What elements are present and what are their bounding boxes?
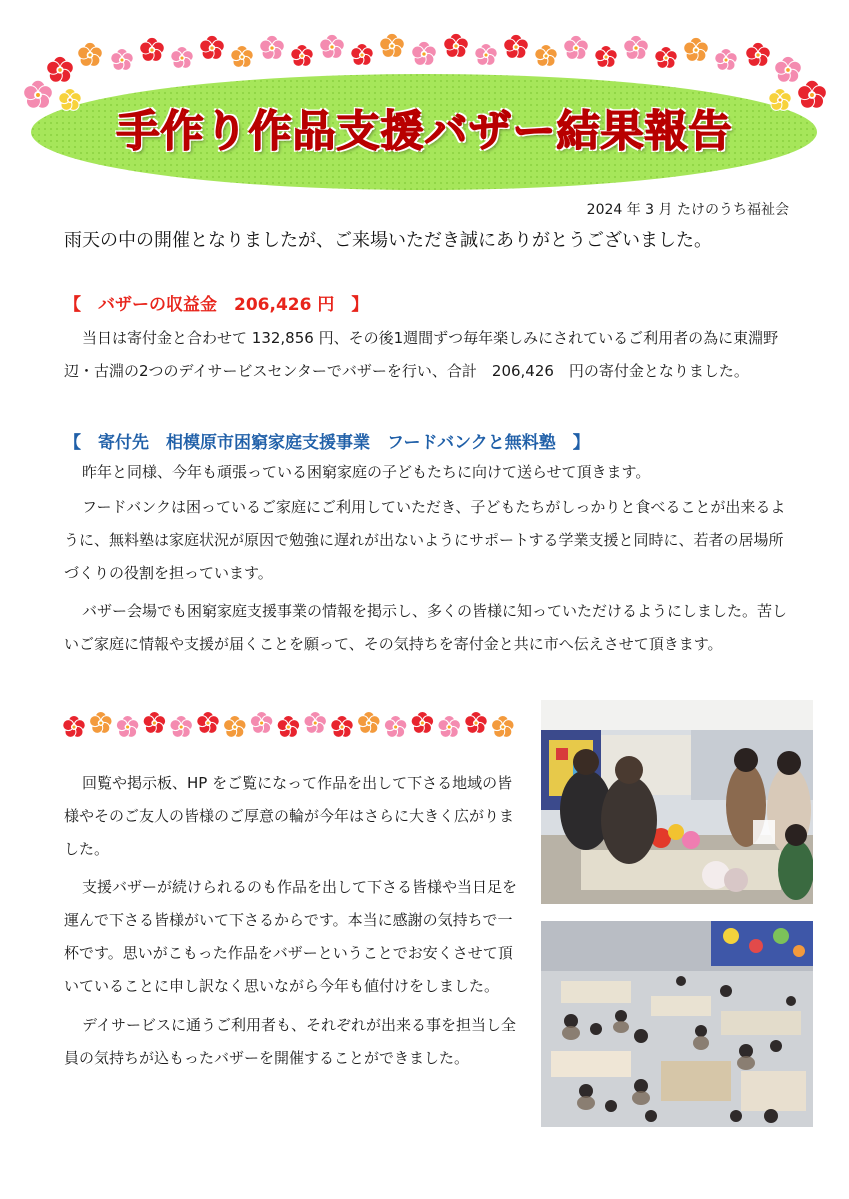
intro-text: 雨天の中の開催となりましたが、ご来場いただき誠にありがとうございました。 (64, 230, 712, 251)
flower-icon (715, 48, 738, 70)
flower-icon (384, 715, 407, 737)
flower-icon (595, 45, 618, 67)
flower-icon (438, 715, 461, 737)
flower-icon (535, 44, 558, 66)
flower-icon (564, 35, 589, 59)
flower-icon (250, 711, 273, 733)
flower-icon (143, 711, 166, 733)
flower-icon (444, 33, 469, 57)
organization-name: たけのうち福祉会 (677, 202, 789, 218)
flower-icon (224, 715, 247, 737)
recipient-paragraph-3: バザー会場でも困窮家庭支援事業の情報を掲示し、多くの皆様に知っていただけるようにしました。苦しいご家庭に情報や支援が届くことを願って、その気持ちを寄付金と共に市へ伝えさせて頂きます。 (64, 602, 788, 653)
flower-icon (475, 43, 498, 65)
recipient-paragraph-1: 昨年と同様、今年も頑張っている困窮家庭の子どもたちに向けて送らせて頂きます。 (82, 463, 651, 481)
flower-border-icon (60, 705, 525, 745)
flower-icon (411, 711, 434, 733)
flower-icon (358, 711, 381, 733)
recipient-heading: 【 寄付先 相模原市困窮家庭支援事業 フードバンクと無料塾 】 (64, 433, 590, 453)
flower-icon (304, 711, 327, 733)
flower-icon (170, 715, 193, 737)
flower-icon (624, 35, 649, 59)
flower-icon (111, 48, 134, 70)
bazaar-photo-closeup (541, 700, 813, 904)
flower-icon (140, 37, 165, 61)
report-date: 2024 年 3 月 (586, 202, 673, 218)
flower-icon (465, 711, 488, 733)
page-title: 手作り作品支援バザー結果報告 (116, 107, 733, 157)
proceeds-heading: 【 バザーの収益金 206,426 円 】 (64, 295, 369, 315)
flower-icon (380, 33, 405, 57)
proceeds-paragraph: 当日は寄付金と合わせて 132,856 円、その後1週間ずつ毎年楽しみにされているご利用者の為に東淵野辺・古淵の2つのデイサービスセンターでバザーを行い、合計 206,426 円の寄付金となりました。 (64, 329, 779, 380)
flower-icon (231, 45, 254, 67)
flower-icon (291, 44, 314, 66)
flower-icon (331, 715, 354, 737)
thanks-paragraph-3: デイサービスに通うご利用者も、それぞれが出来る事を担当し全員の気持ちが込もったバザーを開催することができました。 (64, 1016, 516, 1067)
flower-icon (351, 43, 374, 65)
flower-icon (47, 56, 74, 82)
flower-icon (200, 35, 225, 59)
flower-icon (277, 715, 300, 737)
recipient-paragraph-2: フードバンクは困っているご家庭にご利用していただき、子どもたちがしっかりと食べることが出来るように、無料塾は家庭状況が原因で勉強に遅れが出ないようにサポートする学業支援と同時に、若者の居場所づくりの役割を担っています。 (64, 498, 786, 582)
flower-icon (320, 34, 345, 58)
thanks-paragraph-2: 支援バザーが続けられるのも作品を出して下さる皆様や当日足を運んで下さる皆様がいて下さるからです。本当に感謝の気持ちで一杯です。思いがこもった作品をバザーということでお安くさせて頂いていることに申し訳なく思いながら今年も値付けをしました。 (64, 878, 518, 995)
flower-icon (260, 35, 285, 59)
bazaar-photo-overview (541, 921, 813, 1127)
dateline (587, 199, 789, 219)
flower-icon (412, 41, 437, 65)
thanks-paragraph-1: 回覧や掲示板、HP をご覧になって作品を出して下さる地域の皆様やそのご友人の皆様のご厚意の輪が今年はさらに大きく広がりました。 (64, 774, 515, 858)
flower-icon (171, 46, 194, 68)
flower-icon (78, 42, 103, 66)
flower-icon (746, 42, 771, 66)
flower-icon (655, 46, 678, 68)
flower-icon (63, 715, 86, 737)
flower-icon (504, 34, 529, 58)
flower-icon (492, 715, 515, 737)
flower-icon (775, 56, 802, 82)
flower-icon (684, 37, 709, 61)
flower-icon (90, 711, 113, 733)
flower-icon (116, 715, 139, 737)
flower-icon (197, 711, 220, 733)
